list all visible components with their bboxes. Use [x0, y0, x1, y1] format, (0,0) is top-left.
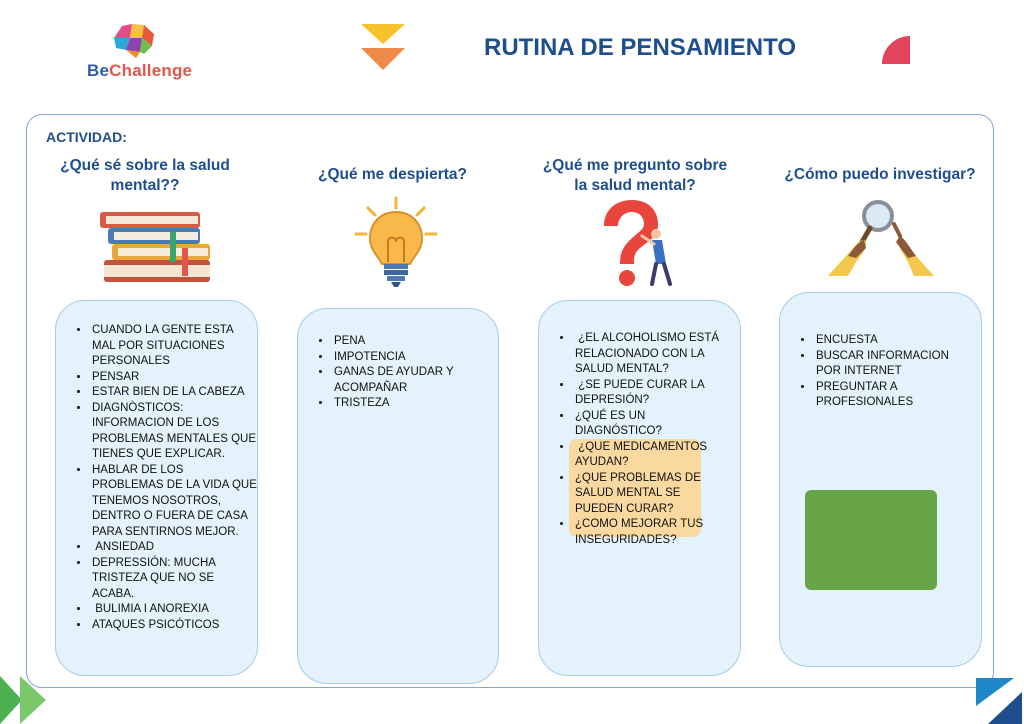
- list-item: • PENA: [332, 334, 484, 350]
- chevron-triangles-icon: [358, 22, 408, 72]
- magnifying-glass-icon: [826, 200, 936, 280]
- list-item: • ENCUESTA: [814, 333, 967, 349]
- list-item: • ¿QUE PROBLEMAS DE SALUD MENTAL SE PUEDEN CURAR?: [573, 471, 730, 518]
- books-icon: [98, 208, 218, 286]
- corner-triangles-icon: [974, 676, 1024, 724]
- list-item: • ¿QUE MEDICAMENTOS AYUDAN?: [573, 440, 730, 471]
- list-item: • CUANDO LA GENTE ESTA MAL POR SITUACIONES PERSONALES: [90, 323, 257, 370]
- list-know: [56, 323, 257, 633]
- list-wonder: [539, 331, 740, 548]
- list-item: • DIAGNÒSTICOS: INFORMACION DE LOS PROBLEMAS MENTALES QUE TIENES QUE EXPLICAR.: [90, 401, 257, 463]
- list-item: • ANSIEDAD: [90, 540, 257, 556]
- double-chevron-icon: [0, 676, 52, 724]
- column-title-investigate: ¿Cómo puedo investigar?: [784, 166, 976, 183]
- card-investigate: [779, 292, 982, 667]
- list-item: • PREGUNTAR A PROFESIONALES: [814, 380, 967, 411]
- lightbulb-icon: [354, 196, 438, 290]
- list-awakens: [298, 334, 498, 412]
- card-wonder: [538, 300, 741, 676]
- green-box: [805, 490, 937, 590]
- list-item: • PENSAR: [90, 370, 257, 386]
- list-item: • ESTAR BIEN DE LA CABEZA: [90, 385, 257, 401]
- logo: [84, 20, 194, 82]
- list-item: • ¿COMO MEJORAR TUS INSEGURIDADES?: [573, 517, 730, 548]
- page-title: RUTINA DE PENSAMIENTO: [483, 34, 797, 61]
- activity-label: ACTIVIDAD:: [46, 129, 127, 145]
- list-item: • BULIMIA I ANOREXIA: [90, 602, 257, 618]
- list-item: • DEPRESSIÓN: MUCHA TRISTEZA QUE NO SE ACABA.: [90, 556, 257, 603]
- list-item: • ATAQUES PSICÓTICOS: [90, 618, 257, 634]
- question-mark-icon: [596, 198, 686, 290]
- brain-logo-icon: [108, 20, 158, 60]
- list-investigate: [780, 333, 981, 411]
- quarter-circle-icon: [880, 34, 912, 66]
- logo-text-be: Be: [87, 61, 110, 80]
- card-know: [55, 300, 258, 676]
- list-item: • ¿SE PUEDE CURAR LA DEPRESIÓN?: [573, 378, 730, 409]
- column-title-awakens: ¿Qué me despierta?: [317, 166, 467, 183]
- list-item: • ¿EL ALCOHOLISMO ESTÁ RELACIONADO CON LA SALUD MENTAL?: [573, 331, 730, 378]
- logo-text-challenge: Challenge: [109, 61, 193, 80]
- card-awakens: [297, 308, 499, 684]
- list-item: • IMPOTENCIA: [332, 350, 484, 366]
- list-item: • GANAS DE AYUDAR Y ACOMPAÑAR: [332, 365, 484, 396]
- column-title-wonder: ¿Qué me pregunto sobre la salud mental?: [542, 157, 728, 194]
- list-item: • ¿QUÉ ES UN DIAGNÓSTICO?: [573, 409, 730, 440]
- list-item: • TRISTEZA: [332, 396, 484, 412]
- list-item: • HABLAR DE LOS PROBLEMAS DE LA VIDA QUE TENEMOS NOSOTROS, DENTRO O FUERA DE CASA PARA SENTIRNOS MEJOR.: [90, 463, 257, 541]
- list-item: • BUSCAR INFORMACION POR INTERNET: [814, 349, 967, 380]
- column-title-know: ¿Qué sé sobre la salud mental??: [60, 157, 230, 194]
